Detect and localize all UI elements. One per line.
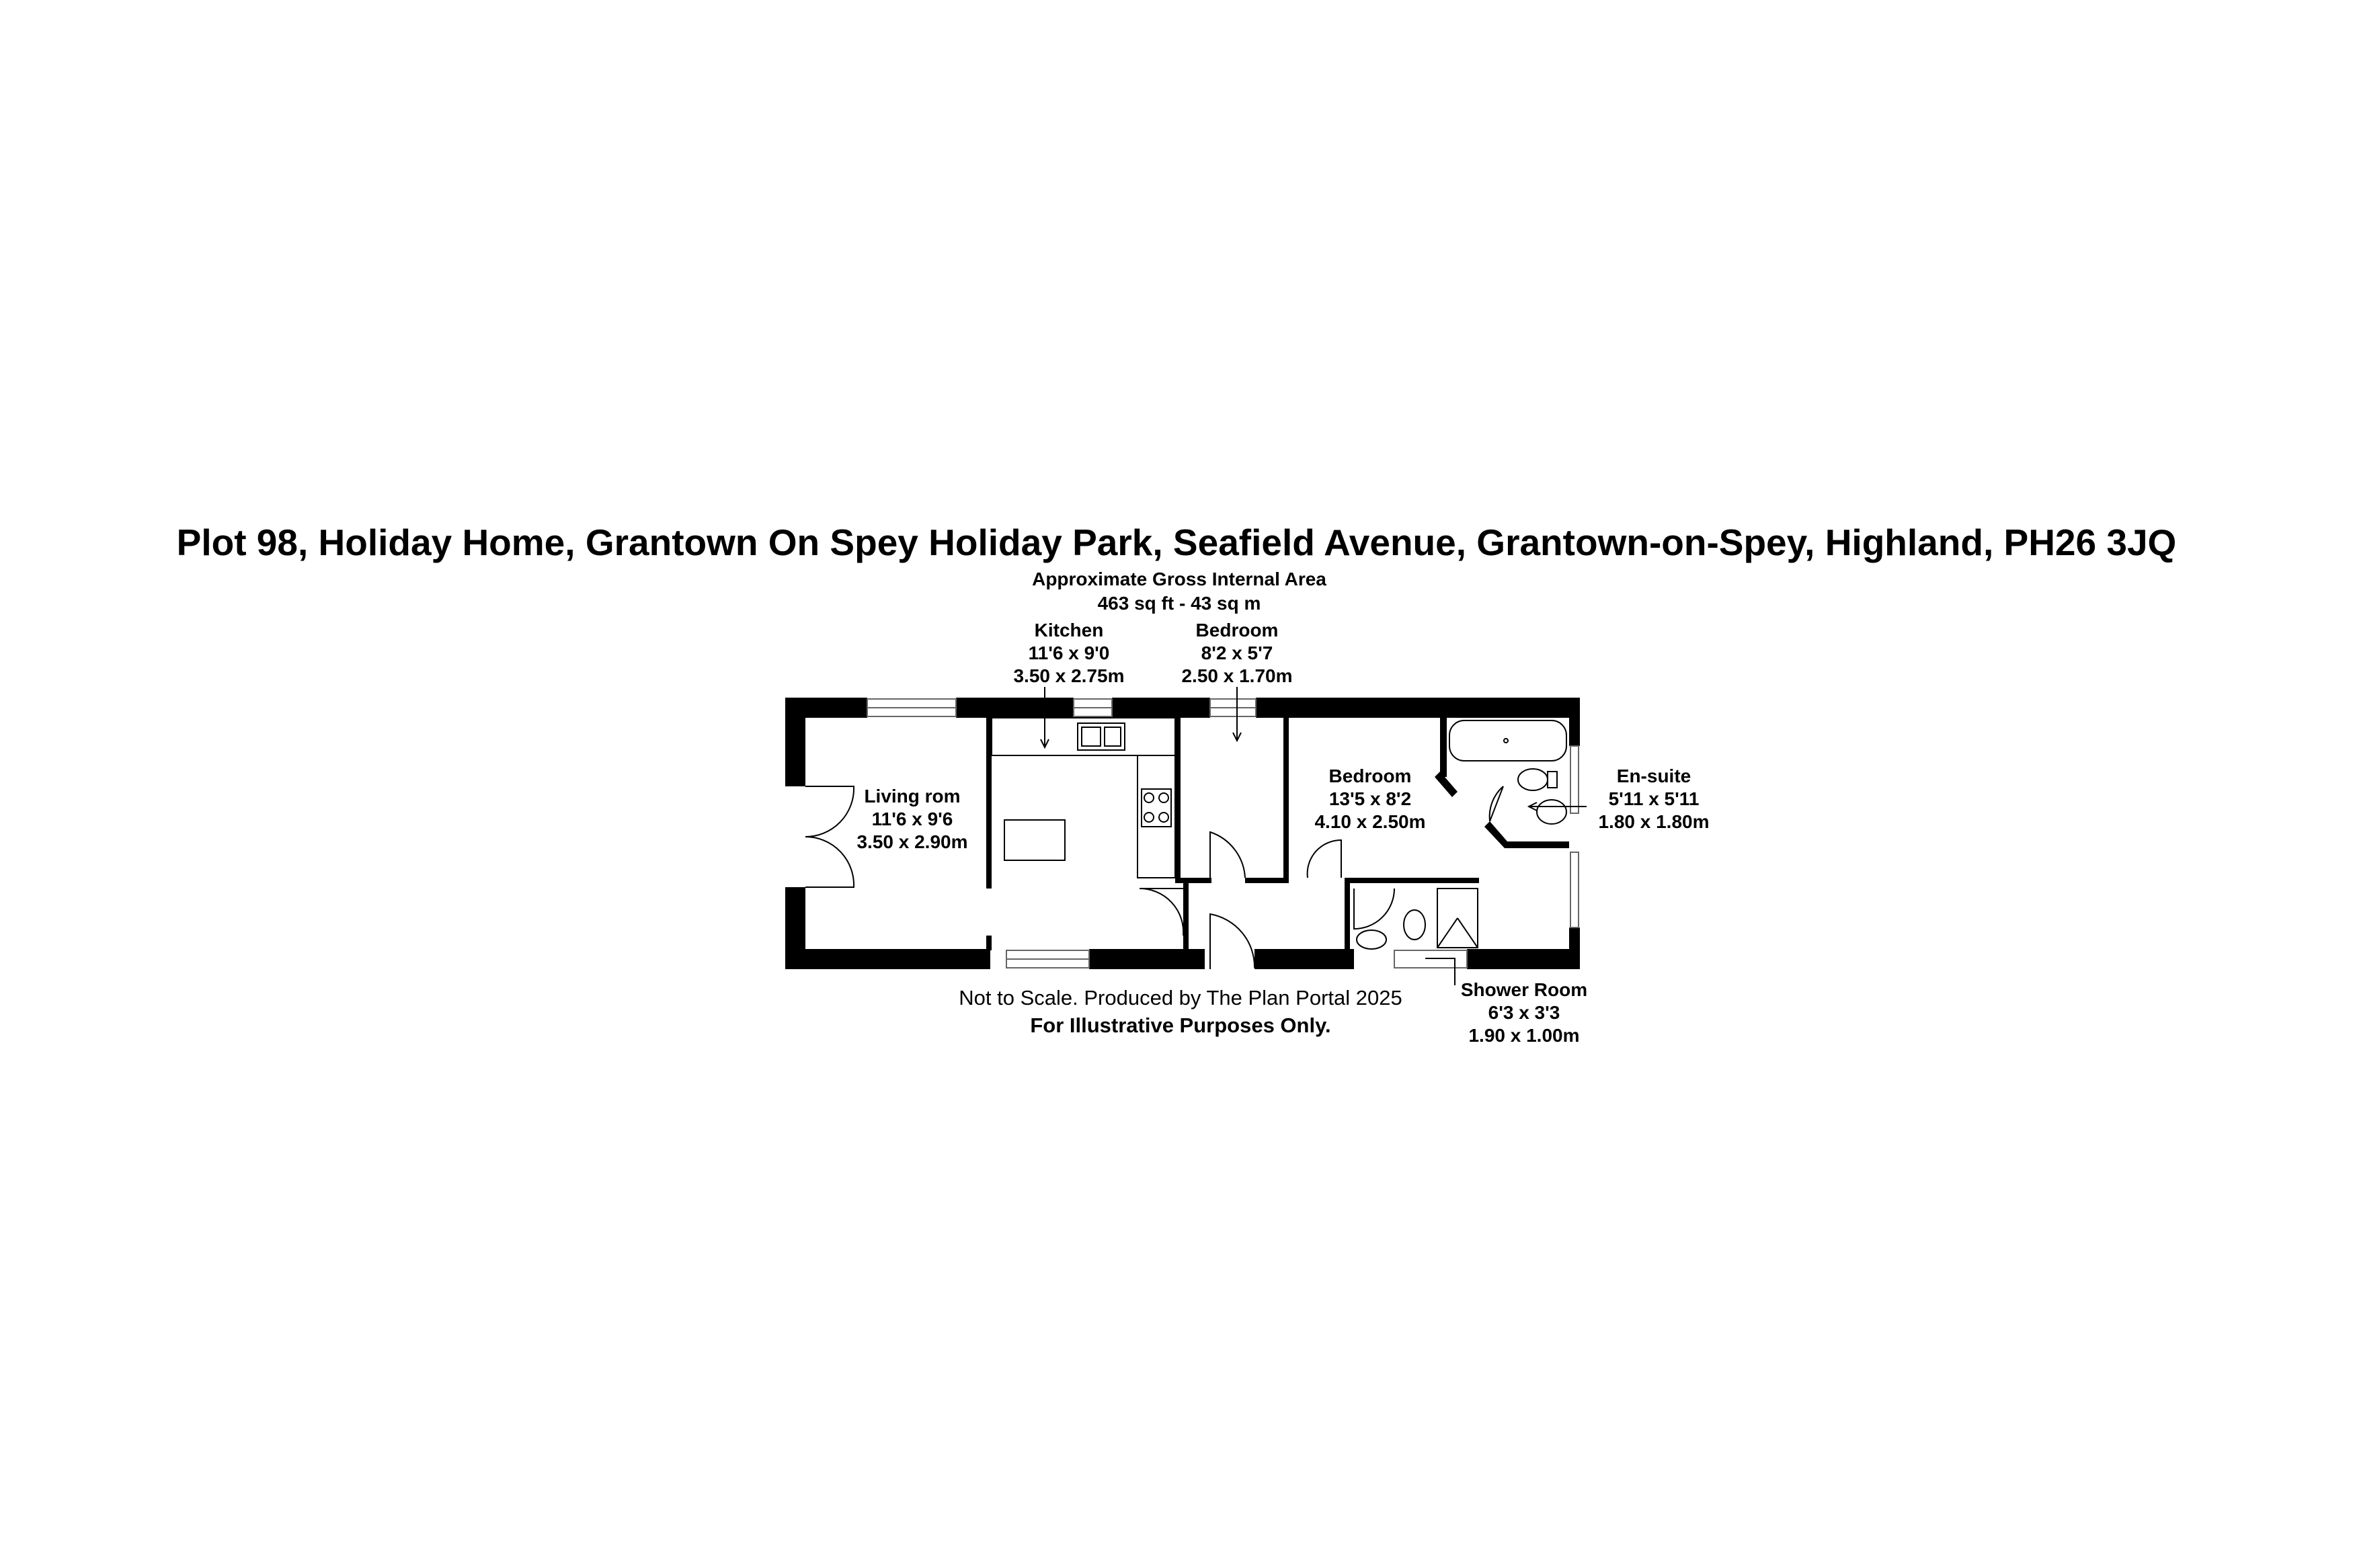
wall-shower-left <box>1345 878 1350 950</box>
room-metric: 1.80 x 1.80m <box>1598 811 1710 832</box>
door-living-lower <box>805 837 854 887</box>
shower-toilet-icon <box>1404 910 1425 940</box>
wall-bedroom-divider <box>1283 718 1289 883</box>
room-imperial: 5'11 x 5'11 <box>1608 788 1700 809</box>
area-value: 463 sq ft - 43 sq m <box>1097 593 1261 614</box>
wall-top-segment <box>1112 698 1210 718</box>
window-ensuite <box>1570 746 1579 813</box>
wall-living-kitchen-lower <box>986 936 992 950</box>
room-metric: 2.50 x 1.70m <box>1181 665 1293 686</box>
room-name: En-suite <box>1616 766 1691 786</box>
room-name: Shower Room <box>1460 979 1588 1000</box>
wall-right-segment <box>1569 927 1580 969</box>
page-title: Plot 98, Holiday Home, Grantown On Spey Holiday Park, Seafield Avenue, Grantown-on-Spey, Highland, PH26 3JQ <box>176 522 2177 563</box>
room-imperial: 8'2 x 5'7 <box>1201 643 1273 663</box>
wall-bottom-segment <box>1089 949 1205 969</box>
wall-top-segment <box>956 698 1074 718</box>
pointer-shower <box>1425 958 1455 985</box>
room-imperial: 11'6 x 9'0 <box>1028 643 1110 663</box>
wall-living-kitchen <box>986 718 992 889</box>
wall-bottom-segment <box>1467 949 1580 969</box>
room-name: Bedroom <box>1195 620 1279 641</box>
door-entrance <box>1210 914 1254 969</box>
wall-hall <box>1183 883 1189 950</box>
room-metric: 1.90 x 1.00m <box>1468 1025 1580 1046</box>
fixtures <box>992 718 1566 949</box>
window-bedroom-main <box>1570 852 1579 927</box>
wall-bedroom-lower-right <box>1245 878 1288 883</box>
toilet-icon <box>1518 769 1548 790</box>
credit-text: Not to Scale. Produced by The Plan Portal 2025 <box>959 986 1402 1009</box>
wall-kitchen-bedroom <box>1175 718 1181 883</box>
wall-ensuite-lower <box>1484 821 1569 848</box>
door-kitchen <box>1140 889 1183 936</box>
wall-bottom-segment <box>785 949 990 969</box>
room-imperial: 11'6 x 9'6 <box>871 809 953 829</box>
room-name: Bedroom <box>1328 766 1412 786</box>
area-heading: Approximate Gross Internal Area <box>1032 569 1326 589</box>
room-metric: 3.50 x 2.90m <box>856 831 968 852</box>
door-shower <box>1354 889 1394 929</box>
wall-bedroom-lower <box>1175 878 1211 883</box>
basin-icon <box>1537 800 1566 824</box>
door-bedroom-main <box>1308 840 1341 878</box>
disclaimer-text: For Illustrative Purposes Only. <box>1030 1014 1331 1037</box>
room-imperial: 13'5 x 8'2 <box>1328 788 1412 809</box>
door-living-upper <box>805 786 854 837</box>
wall-shower-top <box>1345 878 1479 883</box>
interior-walls <box>986 718 1569 950</box>
room-metric: 3.50 x 2.75m <box>1013 665 1125 686</box>
wall-ensuite-left <box>1440 718 1447 777</box>
shower-basin-icon <box>1357 930 1386 949</box>
room-name: Kitchen <box>1034 620 1104 641</box>
room-metric: 4.10 x 2.50m <box>1314 811 1426 832</box>
wall-bottom-segment <box>1254 949 1354 969</box>
wall-top-segment <box>1256 698 1580 718</box>
wall-left-segment <box>785 698 805 786</box>
door-bedroom-small <box>1210 832 1245 883</box>
door-ensuite <box>1490 786 1503 821</box>
kitchen-worktop-side <box>1138 755 1175 878</box>
kitchen-island <box>1004 820 1065 860</box>
windows <box>867 699 1579 968</box>
room-name: Living rom <box>864 786 961 807</box>
label-pointers <box>1041 687 1587 985</box>
wall-right-segment <box>1569 698 1580 746</box>
room-imperial: 6'3 x 3'3 <box>1488 1002 1560 1023</box>
